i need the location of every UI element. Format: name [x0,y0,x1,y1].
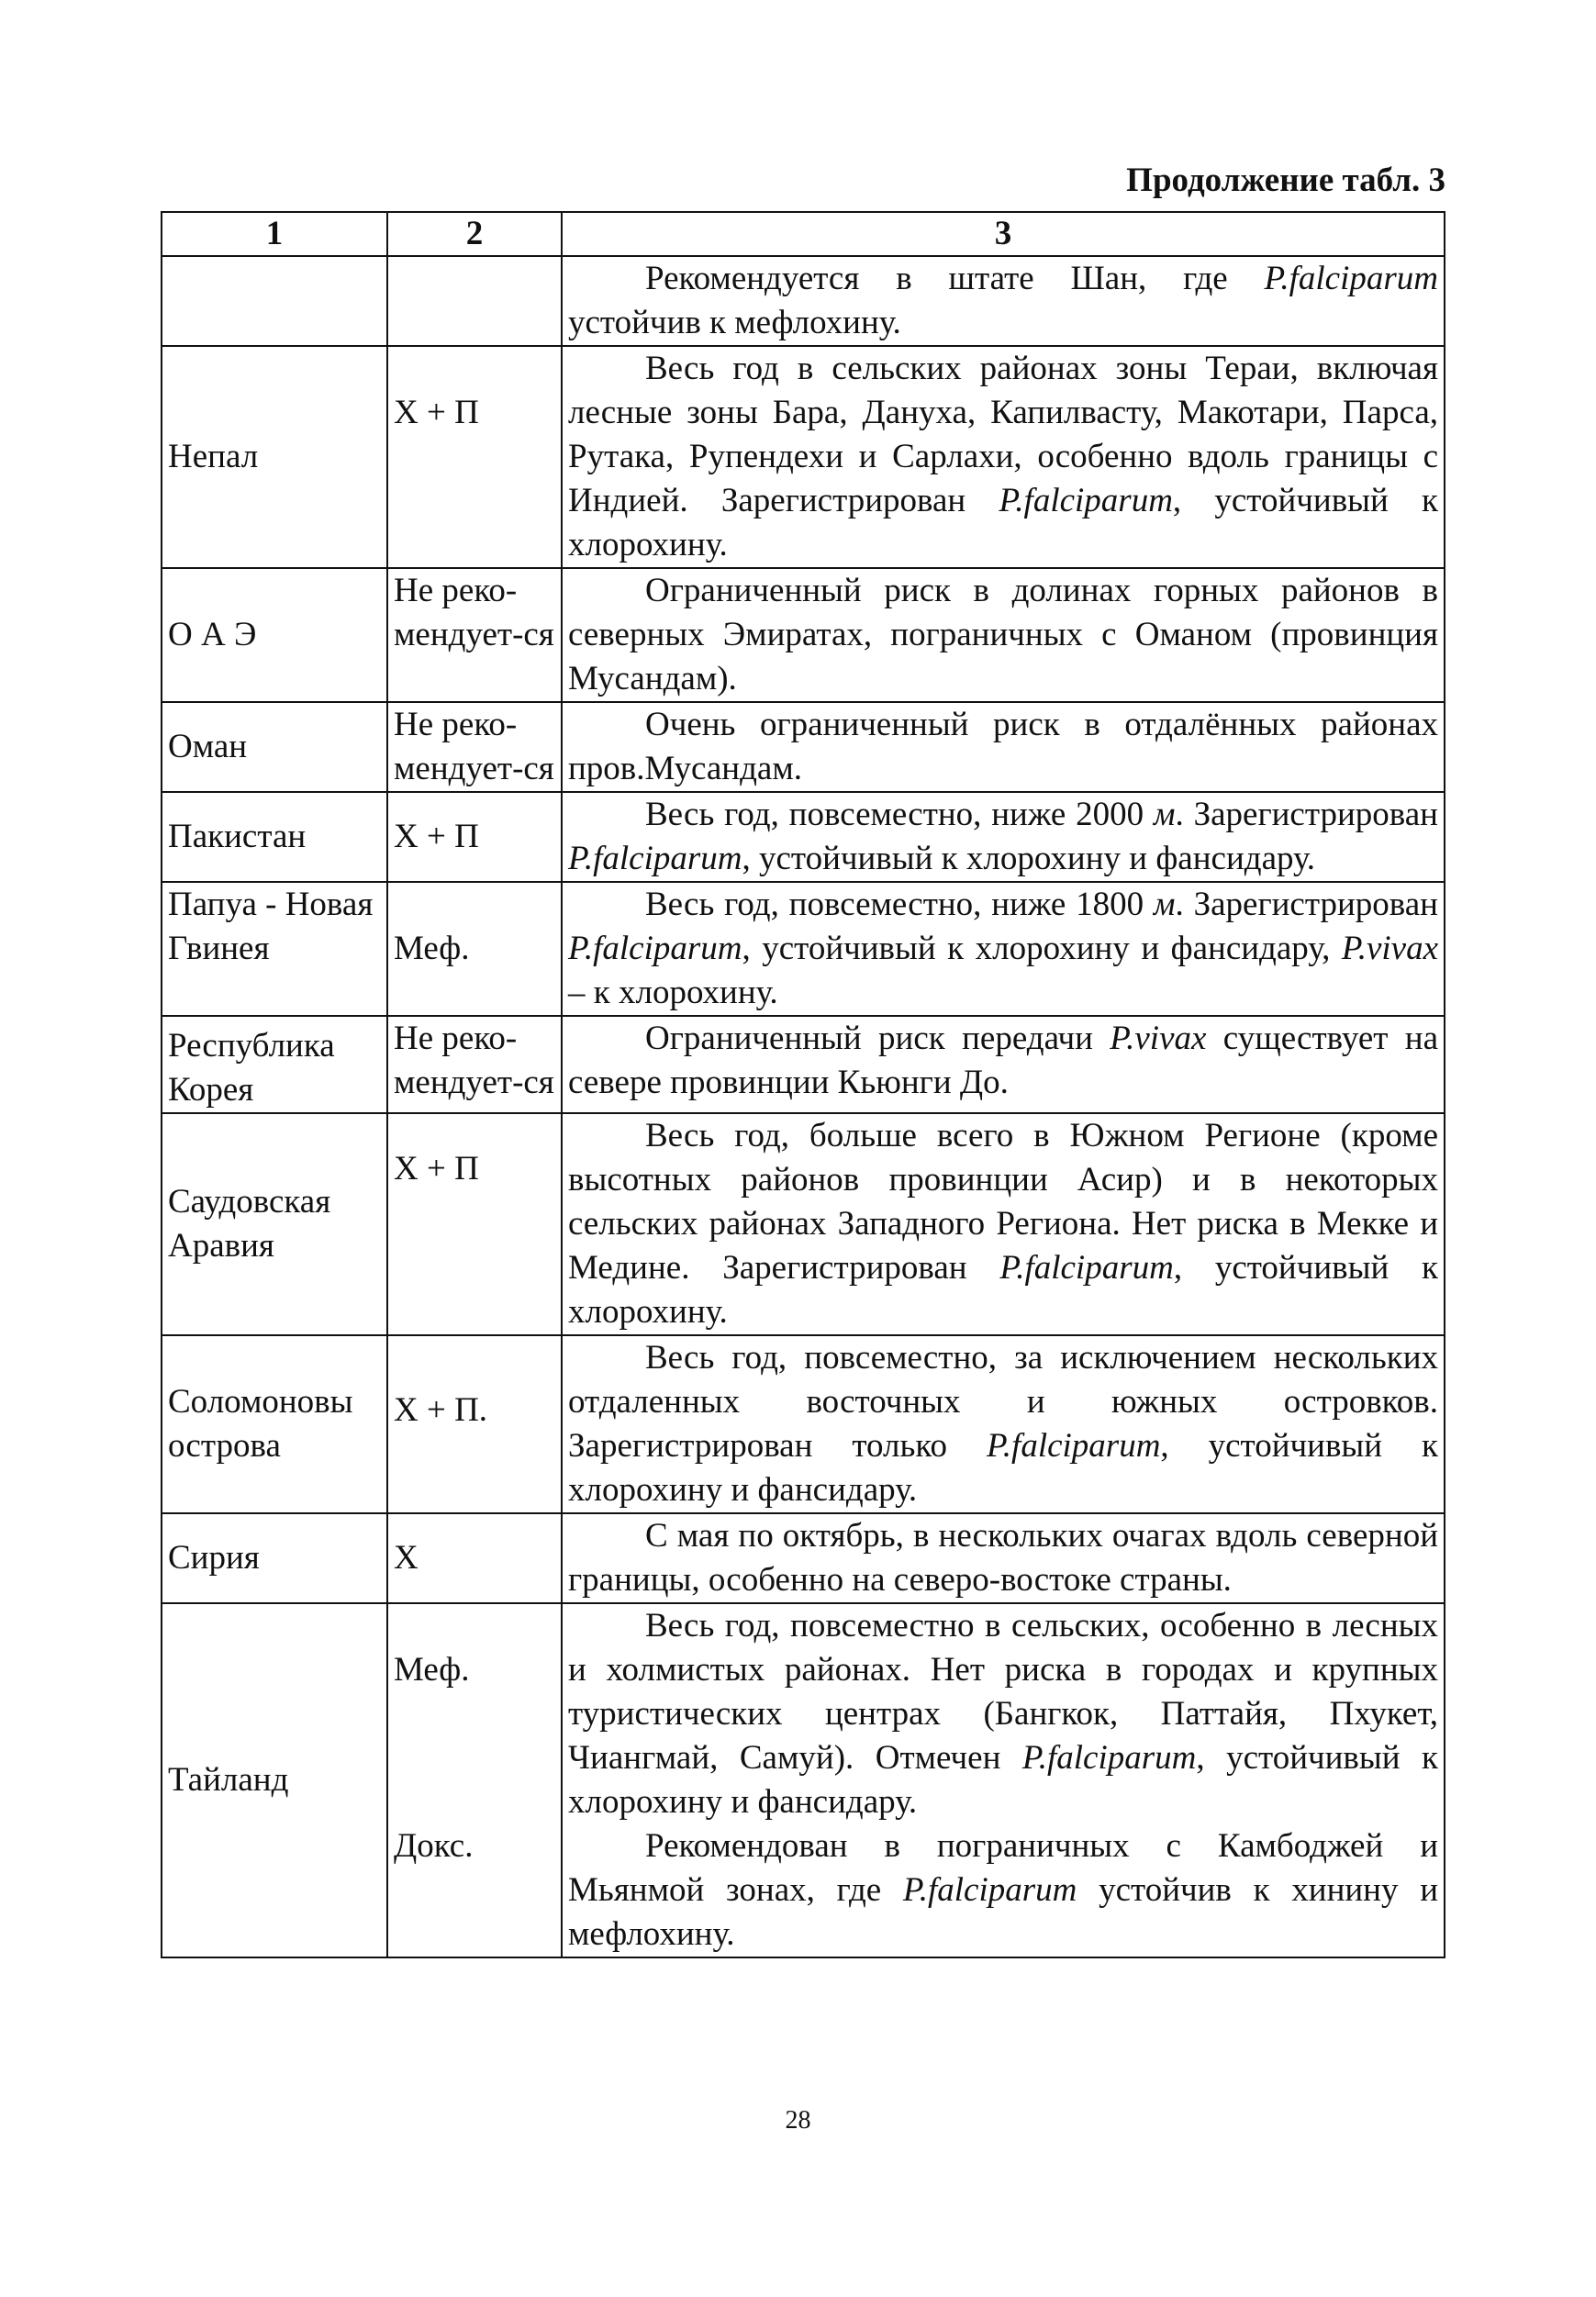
country-cell: Республика Корея [162,1016,387,1113]
country-cell: Тайланд [162,1603,387,1957]
table-row [162,882,1445,1016]
drug-cell: Х [387,1513,562,1603]
description-cell: Очень ограниченный риск в отдалённых районах пров.Мусандам. [562,702,1445,792]
country-cell [162,256,387,346]
country-cell: О А Э [162,568,387,702]
description-cell: Ограниченный риск передачи P.vivax существует на севере провинции Кьюнги До. [562,1016,1445,1113]
description-cell: Рекомендуется в штате Шан, где P.falciparum устойчив к мефлохину. [562,256,1445,346]
drug-cell: Меф. [387,882,562,1016]
drug-cell: Х + П [387,792,562,882]
description-cell: Весь год, больше всего в Южном Регионе (кроме высотных районов провинции Асир) и в некоторых сельских районах Западного Региона. Нет риска в Мекке и Медине. Зарегистрирован P.falciparum, устойчивый к хлорохину. [562,1113,1445,1335]
drug-cell: Х + П [387,346,562,568]
description-cell: Весь год, повсеместно в сельских, особенно в лесных и холмистых районах. Нет риска в городах и крупных туристических центрах (Бангкок, Паттайя, Пхукет, Чиангмай, Самуй). Отмечен P.falciparum, устойчивый к хлорохину и фансидару. Рекомендован в пограничных с Камбоджей и Мьянмой зонах, где P.falciparum устойчив к хинину и мефлохину. [562,1603,1445,1957]
description-cell: С мая по октябрь, в нескольких очагах вдоль северной границы, особенно на северо-востоке страны. [562,1513,1445,1603]
drug-primary: Меф. [394,1651,470,1689]
header-col-2: 2 [387,212,562,256]
description-cell: Весь год, повсеместно, за исключением нескольких отдаленных восточных и южных островков. Зарегистрирован только P.falciparum, устойчивый к хлорохину и фансидару. [562,1335,1445,1513]
country-cell: Папуа - Новая Гвинея [162,882,387,1016]
drug-cell: Х + П. [387,1335,562,1513]
table-row [162,256,1445,346]
drug-cell: Не реко-мендует-ся [387,702,562,792]
table-caption: Продолжение табл. 3 [1126,162,1445,199]
drug-cell [387,1603,562,1957]
page-number: 28 [785,2106,811,2135]
header-col-1: 1 [162,212,387,256]
drug-cell: Не реко-мендует-ся [387,568,562,702]
table-row [162,1513,1445,1603]
drug-cell: Не реко-мендует-ся [387,1016,562,1113]
description-cell: Весь год, повсеместно, ниже 2000 м. Зарегистрирован P.falciparum, устойчивый к хлорохину и фансидару. [562,792,1445,882]
drug-cell [387,256,562,346]
table-row [162,1016,1445,1113]
description-cell: Ограниченный риск в долинах горных районов в северных Эмиратах, пограничных с Оманом (провинция Мусандам). [562,568,1445,702]
table-row [162,1113,1445,1335]
country-cell: Соломоновы острова [162,1335,387,1513]
country-cell: Оман [162,702,387,792]
description-cell: Весь год, повсеместно, ниже 1800 м. Зарегистрирован P.falciparum, устойчивый к хлорохину и фансидару, P.vivax – к хлорохину. [562,882,1445,1016]
country-cell: Саудовская Аравия [162,1113,387,1335]
table-row [162,1335,1445,1513]
country-cell: Пакистан [162,792,387,882]
country-cell: Непал [162,346,387,568]
table-row [162,792,1445,882]
drug-cell: Х + П [387,1113,562,1335]
drug-secondary: Докс. [394,1827,474,1865]
table-row [162,346,1445,568]
malaria-table [161,211,1445,1958]
table-row [162,1603,1445,1957]
table-row [162,568,1445,702]
country-cell: Сирия [162,1513,387,1603]
table-row [162,702,1445,792]
table-header-row [162,212,1445,256]
header-col-3: 3 [562,212,1445,256]
description-cell: Весь год в сельских районах зоны Тераи, включая лесные зоны Бара, Дануха, Капилвасту, Макотари, Парса, Рутака, Рупендехи и Сарлахи, особенно вдоль границы с Индией. Зарегистрирован P.falciparum, устойчивый к хлорохину. [562,346,1445,568]
